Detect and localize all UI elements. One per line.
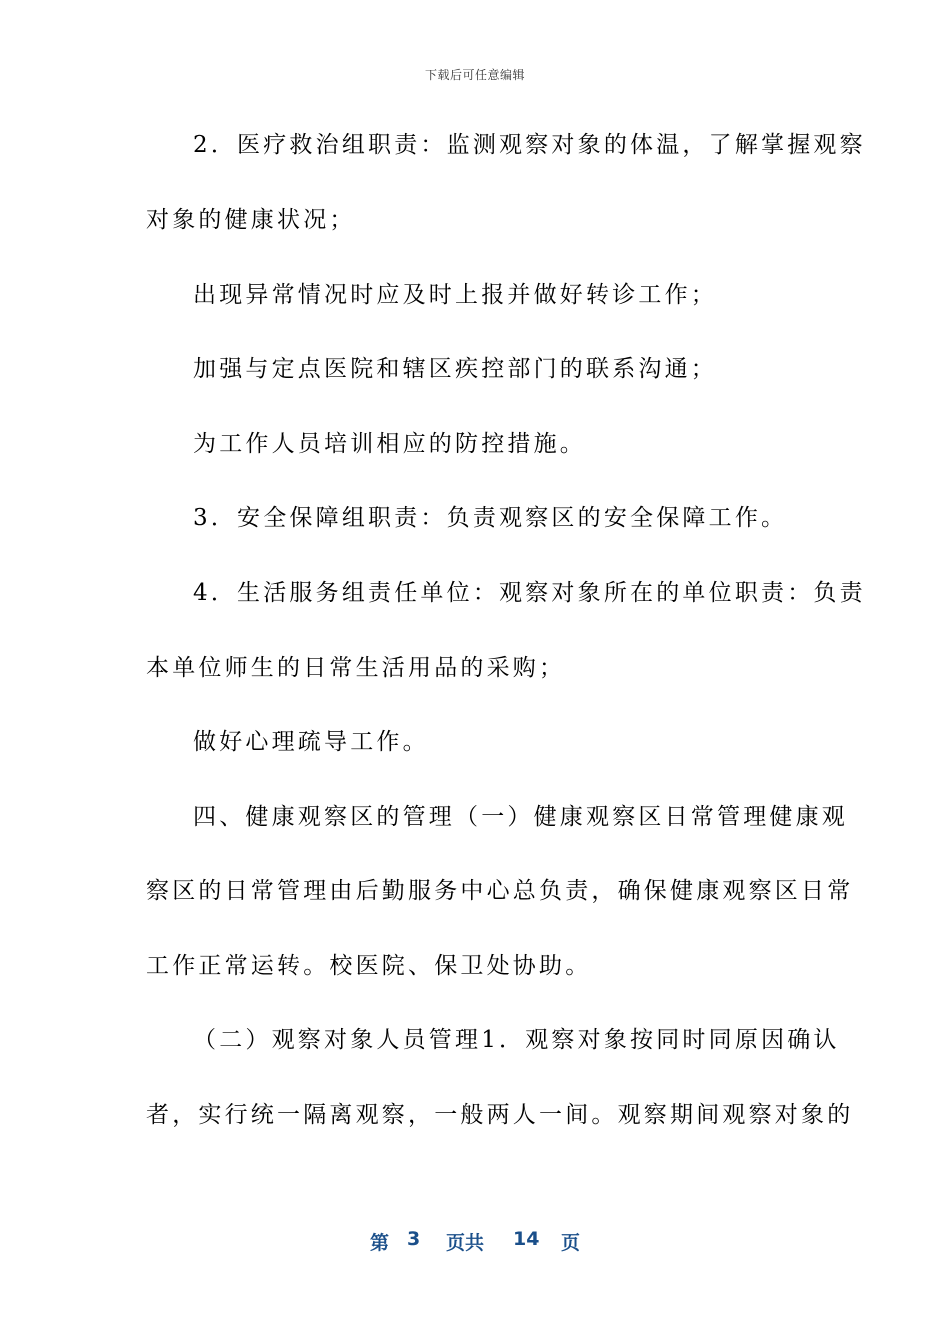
text-line: 工作正常运转。校医院、保卫处协助。 xyxy=(146,953,592,979)
text-line: 3．安全保障组职责：负责观察区的安全保障工作。 xyxy=(193,505,788,531)
text-line: 做好心理疏导工作。 xyxy=(193,729,429,755)
page-header-note: 下载后可任意编辑 xyxy=(424,68,525,82)
text-line: 为工作人员培训相应的防控措施。 xyxy=(193,431,586,457)
text-line: 2．医疗救治组职责：监测观察对象的体温，了解掌握观察 xyxy=(193,132,866,158)
page-label-mid: 页共 xyxy=(446,1232,485,1254)
text-line: 加强与定点医院和辖区疾控部门的联系沟通； xyxy=(193,356,717,382)
page-label-prefix: 第 xyxy=(370,1232,390,1254)
text-line: 对象的健康状况； xyxy=(146,207,356,233)
text-line: 出现异常情况时应及时上报并做好转诊工作； xyxy=(193,282,717,308)
total-pages-number: 14 xyxy=(513,1228,540,1250)
page-label-suffix: 页 xyxy=(561,1232,581,1254)
text-line: 察区的日常管理由后勤服务中心总负责，确保健康观察区日常 xyxy=(146,878,854,904)
text-line: 者，实行统一隔离观察，一般两人一间。观察期间观察对象的 xyxy=(146,1102,854,1128)
text-line: （二）观察对象人员管理1．观察对象按同时同原因确认 xyxy=(193,1027,840,1053)
text-line: 4．生活服务组责任单位：观察对象所在的单位职责：负责 xyxy=(193,580,866,606)
text-line: 四、健康观察区的管理（一）健康观察区日常管理健康观 xyxy=(193,804,848,830)
text-line: 本单位师生的日常生活用品的采购； xyxy=(146,655,566,681)
current-page-number: 3 xyxy=(407,1228,421,1250)
